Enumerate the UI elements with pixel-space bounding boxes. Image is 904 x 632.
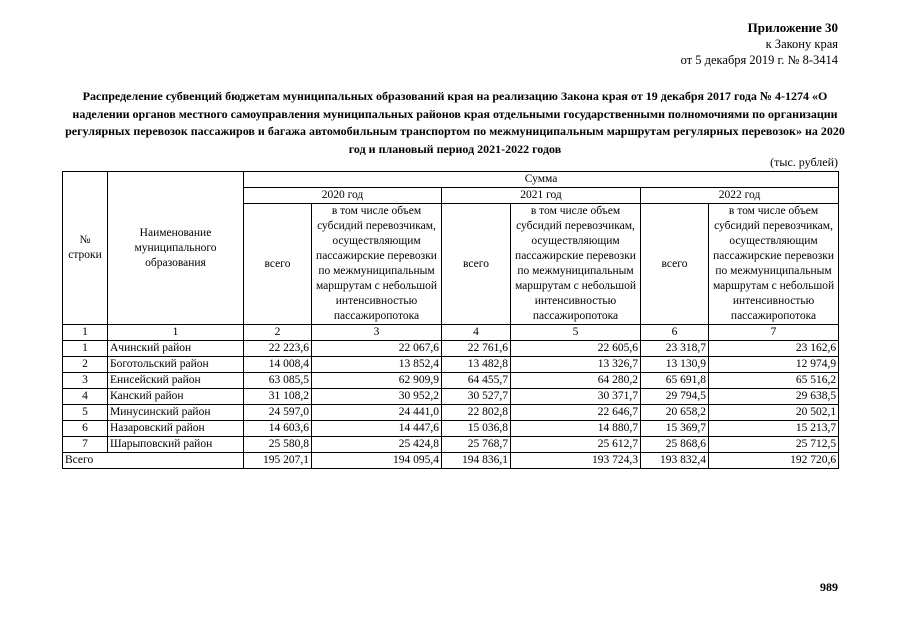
total-label: Всего	[63, 453, 244, 469]
units-label: (тыс. рублей)	[770, 155, 838, 169]
cell-value: 30 527,7	[442, 389, 511, 405]
cell-value: 65 516,2	[709, 373, 839, 389]
cell-value: 25 712,5	[709, 437, 839, 453]
header-sum: Сумма	[244, 172, 839, 188]
cell-value: 23 318,7	[641, 341, 709, 357]
cell-value: 13 326,7	[511, 357, 641, 373]
cell-value: 13 130,9	[641, 357, 709, 373]
cell-value: 25 768,7	[442, 437, 511, 453]
district-name: Енисейский район	[108, 373, 244, 389]
header-total-2020: всего	[244, 204, 312, 325]
cell-value: 22 802,8	[442, 405, 511, 421]
row-number: 6	[63, 421, 108, 437]
appendix-law-date: от 5 декабря 2019 г. № 8-3414	[680, 53, 838, 67]
total-value: 192 720,6	[709, 453, 839, 469]
cell-value: 29 794,5	[641, 389, 709, 405]
cell-value: 22 067,6	[312, 341, 442, 357]
cell-value: 24 441,0	[312, 405, 442, 421]
subsidy-table	[62, 171, 839, 469]
row-number: 7	[63, 437, 108, 453]
table-row	[63, 421, 839, 437]
cell-value: 29 638,5	[709, 389, 839, 405]
header-year-2021: 2021 год	[442, 188, 641, 204]
row-number: 2	[63, 357, 108, 373]
header-year-2022: 2022 год	[641, 188, 839, 204]
appendix-number: Приложение 30	[747, 20, 838, 35]
cell-value: 23 162,6	[709, 341, 839, 357]
col-number: 3	[312, 325, 442, 341]
table-row	[63, 373, 839, 389]
cell-value: 31 108,2	[244, 389, 312, 405]
cell-value: 22 646,7	[511, 405, 641, 421]
row-number: 4	[63, 389, 108, 405]
col-number: 1	[63, 325, 108, 341]
cell-value: 30 371,7	[511, 389, 641, 405]
column-numbers-row	[63, 325, 839, 341]
district-name: Минусинский район	[108, 405, 244, 421]
cell-value: 15 369,7	[641, 421, 709, 437]
header-subsidy-2021: в том числе объем субсидий перевозчикам, осуществляющим пассажирские перевозки по межмуниципальным маршрутам с небольшой интенсивностью пассажиропотока	[511, 204, 641, 325]
table-row	[63, 437, 839, 453]
cell-value: 20 502,1	[709, 405, 839, 421]
cell-value: 25 868,6	[641, 437, 709, 453]
cell-value: 15 213,7	[709, 421, 839, 437]
cell-value: 15 036,8	[442, 421, 511, 437]
cell-value: 20 658,2	[641, 405, 709, 421]
cell-value: 25 612,7	[511, 437, 641, 453]
cell-value: 13 852,4	[312, 357, 442, 373]
header-subsidy-2020: в том числе объем субсидий перевозчикам, осуществляющим пассажирские перевозки по межмуниципальным маршрутам с небольшой интенсивностью пассажиропотока	[312, 204, 442, 325]
cell-value: 62 909,9	[312, 373, 442, 389]
header-row-no: № строки	[63, 172, 108, 325]
cell-value: 24 597,0	[244, 405, 312, 421]
cell-value: 63 085,5	[244, 373, 312, 389]
cell-value: 25 580,8	[244, 437, 312, 453]
col-number: 5	[511, 325, 641, 341]
col-number: 2	[244, 325, 312, 341]
cell-value: 22 223,6	[244, 341, 312, 357]
table-row	[63, 341, 839, 357]
district-name: Канский район	[108, 389, 244, 405]
total-value: 193 724,3	[511, 453, 641, 469]
header-total-2021: всего	[442, 204, 511, 325]
appendix-law-ref: к Закону края	[765, 37, 838, 51]
header-year-2020: 2020 год	[244, 188, 442, 204]
cell-value: 64 280,2	[511, 373, 641, 389]
district-name: Ачинский район	[108, 341, 244, 357]
row-number: 3	[63, 373, 108, 389]
col-number: 4	[442, 325, 511, 341]
header-name: Наименование муниципального образования	[108, 172, 244, 325]
cell-value: 22 605,6	[511, 341, 641, 357]
cell-value: 30 952,2	[312, 389, 442, 405]
cell-value: 14 880,7	[511, 421, 641, 437]
table-row	[63, 357, 839, 373]
page-number: 989	[820, 580, 838, 594]
cell-value: 65 691,8	[641, 373, 709, 389]
cell-value: 12 974,9	[709, 357, 839, 373]
cell-value: 22 761,6	[442, 341, 511, 357]
total-row	[63, 453, 839, 469]
document-title: Распределение субвенций бюджетам муниципальных образований края на реализацию Закона края от 19 декабря 2017 года № 4-1274 «О наделении органов местного самоуправления муниципальных районов края отдельными государственными полномочиями по организации регулярных перевозок пассажиров и багажа автомобильным транспортом по межмуниципальным маршрутам регулярных перевозок» на 2020 год и плановый период 2021-2022 годов	[65, 89, 845, 156]
district-name: Боготольский район	[108, 357, 244, 373]
total-value: 194 095,4	[312, 453, 442, 469]
col-number: 6	[641, 325, 709, 341]
cell-value: 25 424,8	[312, 437, 442, 453]
total-value: 193 832,4	[641, 453, 709, 469]
cell-value: 64 455,7	[442, 373, 511, 389]
header-subsidy-2022: в том числе объем субсидий перевозчикам, осуществляющим пассажирские перевозки по межмуниципальным маршрутам с небольшой интенсивностью пассажиропотока	[709, 204, 839, 325]
col-number: 7	[709, 325, 839, 341]
appendix-header	[681, 20, 838, 68]
col-number: 1	[108, 325, 244, 341]
header-total-2022: всего	[641, 204, 709, 325]
row-number: 5	[63, 405, 108, 421]
cell-value: 14 008,4	[244, 357, 312, 373]
row-number: 1	[63, 341, 108, 357]
total-value: 194 836,1	[442, 453, 511, 469]
district-name: Шарыповский район	[108, 437, 244, 453]
cell-value: 13 482,8	[442, 357, 511, 373]
table-row	[63, 389, 839, 405]
district-name: Назаровский район	[108, 421, 244, 437]
cell-value: 14 603,6	[244, 421, 312, 437]
cell-value: 14 447,6	[312, 421, 442, 437]
total-value: 195 207,1	[244, 453, 312, 469]
table-row	[63, 405, 839, 421]
